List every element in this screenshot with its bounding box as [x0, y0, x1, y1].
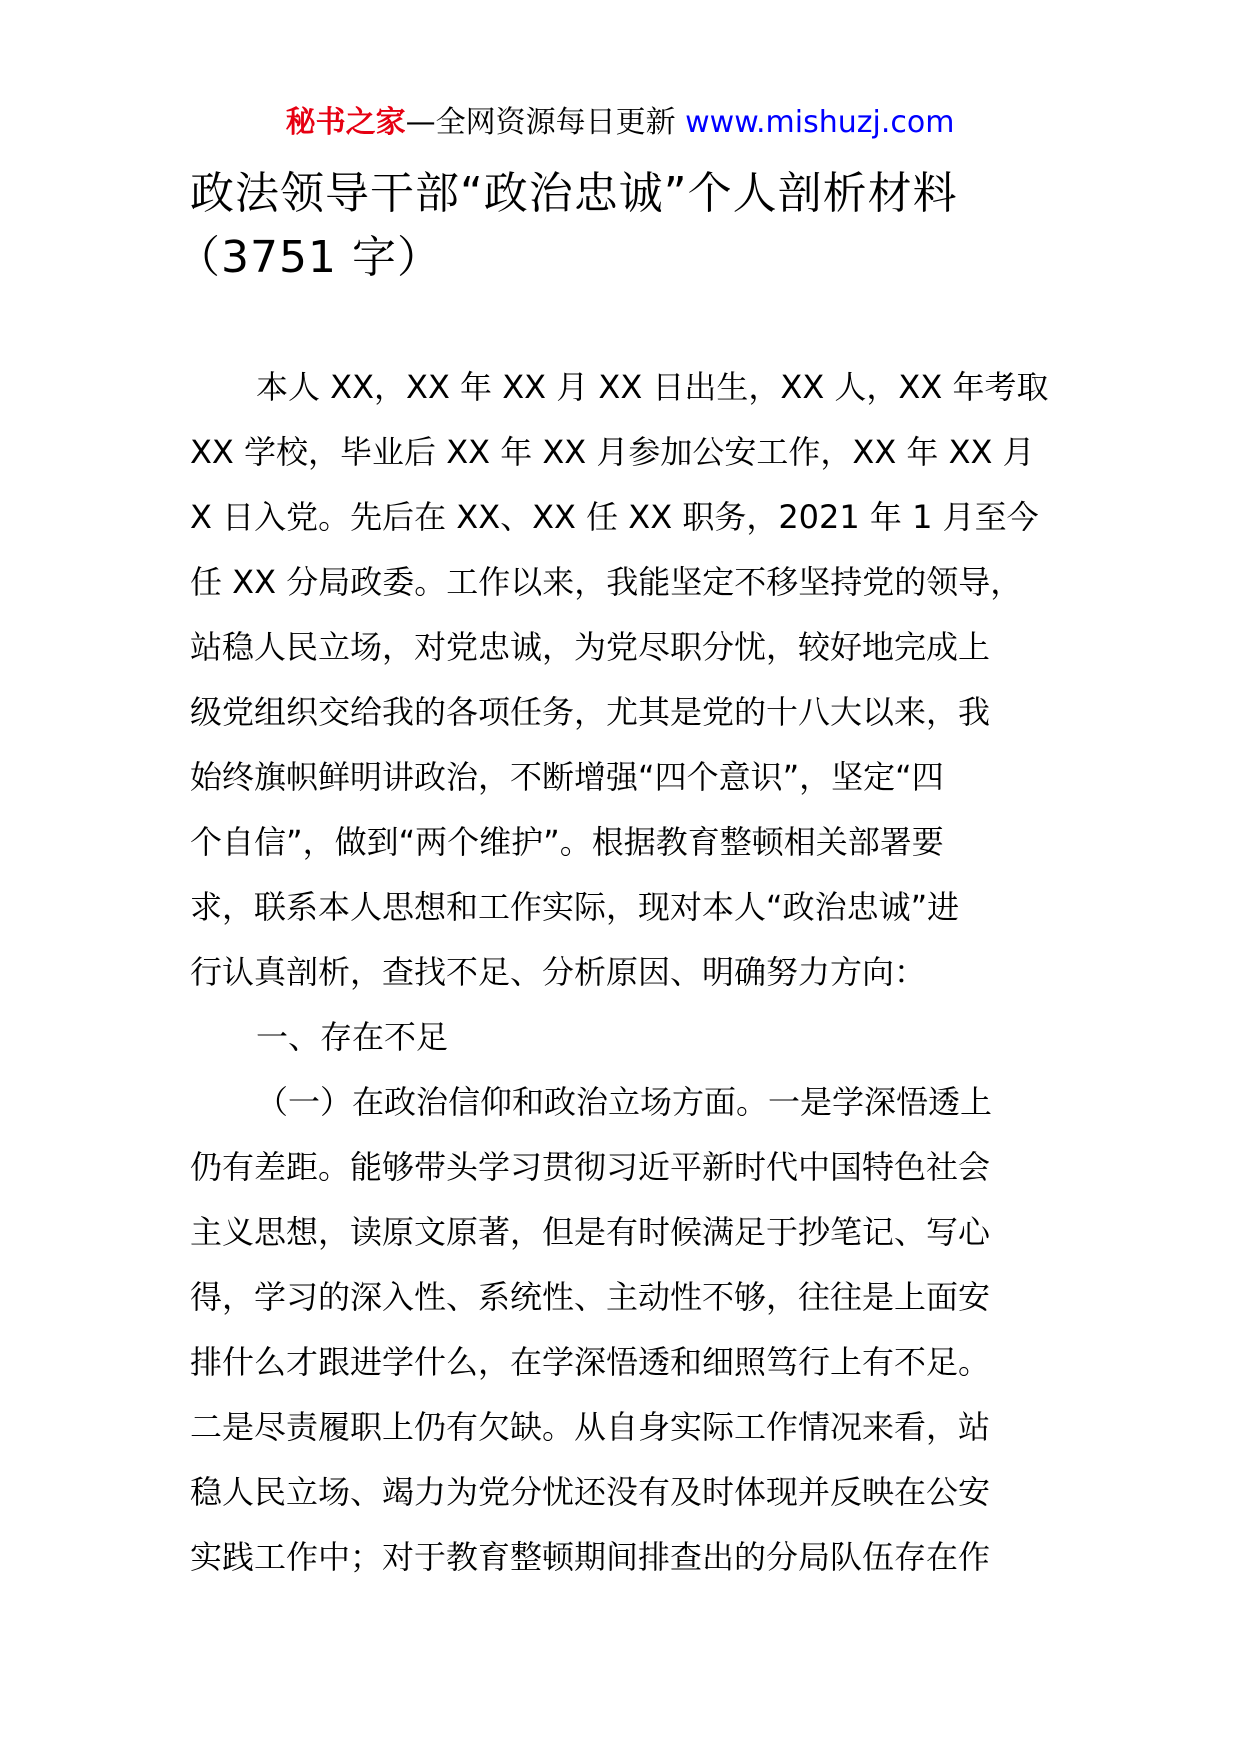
paragraph-line: 二是尽责履职上仍有欠缺。从自身实际工作情况来看，站: [190, 1408, 991, 1446]
paragraph-line: 行认真剖析，查找不足、分析原因、明确努力方向：: [190, 953, 927, 991]
paragraph-line: 个自信”，做到“两个维护”。根据教育整顿相关部署要: [190, 823, 944, 861]
paragraph-line: 主义思想，读原文原著，但是有时候满足于抄笔记、写心: [190, 1213, 991, 1251]
brand-name: 秘书之家: [285, 105, 406, 140]
title-word-count: （3751 字）: [176, 232, 442, 283]
paragraph-line: （一）在政治信仰和政治立场方面。一是学深悟透上: [256, 1083, 993, 1121]
paragraph-line: 仍有差距。能够带头学习贯彻习近平新时代中国特色社会: [190, 1148, 991, 1186]
paragraph-line: XX 学校，毕业后 XX 年 XX 月参加公安工作，XX 年 XX 月: [190, 433, 1035, 471]
banner-tagline: —全网资源每日更新: [405, 105, 686, 140]
section-heading: 一、存在不足: [256, 1018, 449, 1056]
site-url-link[interactable]: www.mishuzj.com: [685, 105, 955, 140]
document-title: [176, 162, 1070, 290]
title-main: 政法领导干部“政治忠诚”个人剖析材料: [190, 168, 958, 219]
paragraph-line: 求，联系本人思想和工作实际，现对本人“政治忠诚”进: [190, 888, 960, 926]
paragraph-line: 任 XX 分局政委。工作以来，我能坚定不移坚持党的领导，: [190, 563, 1023, 601]
site-banner: [0, 98, 1240, 148]
paragraph-line: 得，学习的深入性、系统性、主动性不够，往往是上面安: [190, 1278, 991, 1316]
document-body: [190, 355, 1058, 1590]
paragraph-line: 稳人民立场、竭力为党分忧还没有及时体现并反映在公安: [190, 1473, 991, 1511]
paragraph-line: 排什么才跟进学什么，在学深悟透和细照笃行上有不足。: [190, 1343, 991, 1381]
paragraph-line: X 日入党。先后在 XX、XX 任 XX 职务，2021 年 1 月至今: [190, 498, 1039, 536]
paragraph-line: 实践工作中；对于教育整顿期间排查出的分局队伍存在作: [190, 1538, 991, 1576]
paragraph-line: 级党组织交给我的各项任务，尤其是党的十八大以来，我: [190, 693, 991, 731]
paragraph-line: 始终旗帜鲜明讲政治，不断增强“四个意识”，坚定“四: [190, 758, 944, 796]
paragraph-line: 站稳人民立场，对党忠诚，为党尽职分忧，较好地完成上: [190, 628, 991, 666]
paragraph-line: 本人 XX，XX 年 XX 月 XX 日出生，XX 人，XX 年考取: [256, 368, 1049, 406]
